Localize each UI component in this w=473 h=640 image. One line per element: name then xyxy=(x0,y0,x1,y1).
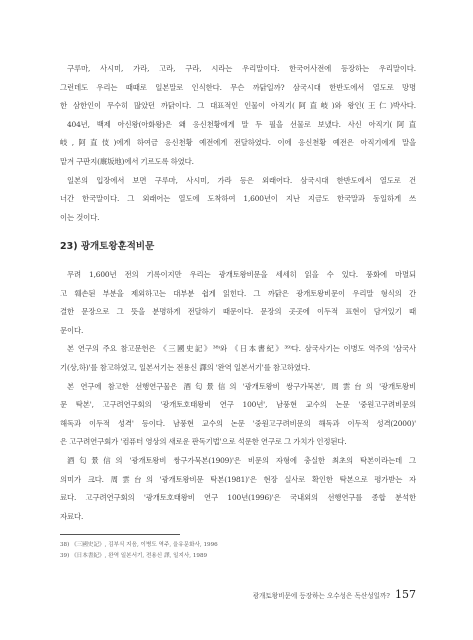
text-line: 무려 1,600년 전의 기록이지만 우리는 광개토왕비문을 세세히 읽을 수 있다. 풍화에 마멸되 xyxy=(67,270,416,279)
text-line: 그런데도 우리는 때때로 일본말로 인식한다. 무슨 까닭일까? 삼국시대 한반도에서 열도로 망명 xyxy=(60,82,416,92)
text-line: 기(상,하)'를 참고하였고, 일본서기는 전용신 譯의 '완역 일본서기'를 참고하였다. xyxy=(60,362,311,372)
text-line: 404년, 백제 아신왕(아화왕)은 왜 응신천황에게 말 두 필을 선물로 보냈다. 사신 아직기(阿直 xyxy=(67,119,416,129)
footnote-divider xyxy=(60,534,180,535)
section-2 xyxy=(60,266,416,526)
text-line: 맡겨 구판지(廐坂地)에서 기르도록 하였다. xyxy=(60,156,194,166)
section-heading: 23) 광개토왕훈적비문 xyxy=(60,241,155,252)
text-line: 의미가 크다. 周雲台의 '광개토왕비문 탁본(1981)'은 현장 실사로 확인한 탁본으로 평가받는 자 xyxy=(60,474,416,484)
text-line: 고 훼손된 부분을 제외하고는 대부분 쉽게 읽힌다. 그 까닭은 광개토왕비문이 우리말 형식의 간 xyxy=(60,288,416,298)
running-title: 광개토왕비문에 등장하는 오수성은 독산성일까? xyxy=(252,592,392,600)
text-line: 이는 것이다. xyxy=(60,212,100,222)
text-line: 문이다. xyxy=(60,325,84,335)
text-line: 본 연구의 주요 참고문헌은 《三國史記》³⁸⁾와 《日本書紀》³⁹⁾다. 삼국사기는 이병도 역주의 '삼국사 xyxy=(67,344,416,354)
text-line: 너간 한국말이다. 그 외래어는 열도에 도착하여 1,600년이 지난 지금도 한국말과 동일하게 쓰 xyxy=(60,194,416,204)
footnotes xyxy=(60,540,416,561)
text-line: 문 탁본', 고구려연구회의 '광개토호태왕비 연구 100년', 남풍현 교수의 논문 '중원고구려비문의 xyxy=(60,400,416,410)
text-line: 酒匂景信의 '광개토왕비 쌍구가묵본(1909)'은 비문의 자형에 충실한 최초의 탁본이라는데 그 xyxy=(67,455,416,465)
footnote: 39) 《日本書紀》, 완역 일본서기, 전용신 譯, 일지사, 1989 xyxy=(60,552,208,559)
text-line: 구루마, 사시미, 가라, 고라, 구라, 시라는 우리말이다. 한국어사전에 등장하는 우리말이다. xyxy=(67,64,416,73)
text-line: 결한 문장으로 그 뜻을 분명하게 전달하기 때문이다. 문장의 곳곳에 이두적 표현이 담겨있기 때 xyxy=(60,307,416,317)
text-line: 일본의 입장에서 보면 구루마, 사시미, 가라 등은 외래어다. 삼국시대 한반도에서 열도로 건 xyxy=(67,175,416,185)
section-1 xyxy=(60,60,416,227)
page-number: 157 xyxy=(395,588,416,601)
text-line: 은 고구려연구회가 '컴퓨터 영상의 새로운 판독기법'으로 석문한 연구로 그 가치가 인정된다. xyxy=(60,437,347,447)
text-line: 岐,阿直伎)에게 하여금 응신천황 예전에게 전달하였다. 이에 응신천황 예전은 아직기에게 말을 xyxy=(60,138,416,148)
text-line: 해독과 이두적 성격' 등이다. 남풍현 교수의 논문 '중원고구려비문의 해독과 이두적 성격(2000)' xyxy=(60,418,416,428)
text-line: 자료다. xyxy=(60,511,84,521)
text-line: 한 삼한인이 무수히 많았던 까닭이다. 그 대표적인 인물이 아직기(阿直岐)와 왕인(王仁)박사다. xyxy=(60,101,416,111)
page-footer xyxy=(253,588,416,601)
text-line: 본 연구에 참고한 선행연구물은 酒匂景信의 '광개토왕비 쌍구가묵본', 周雲台의 '광개토왕비 xyxy=(67,381,416,391)
text-line: 료다. 고구려연구회의 '광개토호태왕비 연구 100년(1996)'은 국내외의 선행연구를 종합 분석한 xyxy=(60,493,416,503)
footnote: 38) 《三國史記》, 김부식 지음, 이병도 역주, 을유문화사, 1996 xyxy=(60,542,218,548)
